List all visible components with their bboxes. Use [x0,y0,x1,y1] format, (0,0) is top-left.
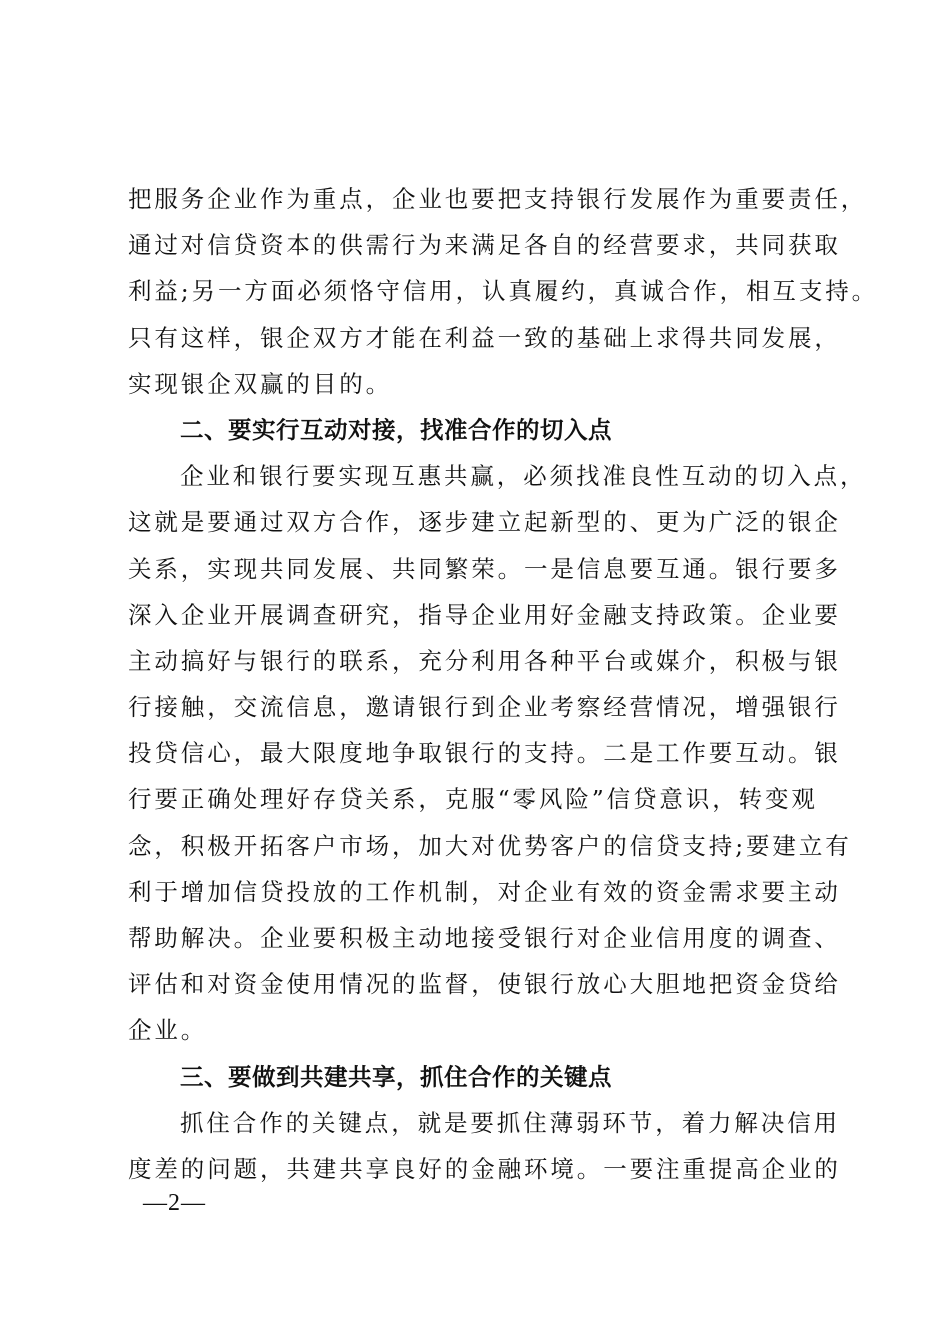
paragraph-3 [128,1100,888,1192]
text-line: 只有这样，银企双方才能在利益一致的基础上求得共同发展， [128,323,841,352]
page-number: —2— [143,1190,206,1216]
section-heading-2: 二、要实行互动对接，找准合作的切入点 [180,415,612,444]
document-body [128,176,888,1192]
text-line: 主动搞好与银行的联系，充分利用各种平台或媒介，积极与银 [128,646,841,675]
text-line: 企业。 [128,1016,208,1045]
text-line: 度差的问题，共建共享良好的金融环境。一要注重提高企业的 [128,1154,841,1183]
text-line: 关系，实现共同发展、共同繁荣。一是信息要互通。银行要多 [128,554,841,583]
text-line: 评估和对资金使用情况的监督，使银行放心大胆地把资金贷给 [128,970,841,999]
text-line: 抓住合作的关键点，就是要抓住薄弱环节，着力解决信用 [180,1108,840,1137]
text-line: 念，积极开拓客户市场，加大对优势客户的信贷支持;要建立有 [128,831,852,860]
paragraph-2 [128,453,888,1053]
section-heading-3: 三、要做到共建共享，抓住合作的关键点 [180,1062,612,1091]
text-line: 这就是要通过双方合作，逐步建立起新型的、更为广泛的银企 [128,508,841,537]
text-line: 帮助解决。企业要积极主动地接受银行对企业信用度的调查、 [128,924,841,952]
text-line: 行要正确处理好存贷关系，克服“零风险”信贷意识，转变观 [128,785,818,814]
text-line: 通过对信贷资本的供需行为来满足各自的经营要求，共同获取 [128,231,841,260]
text-line: 行接触，交流信息，邀请银行到企业考察经营情况，增强银行 [128,693,841,722]
text-line: 把服务企业作为重点，企业也要把支持银行发展作为重要责任， [128,185,868,213]
text-line: 利益;另一方面必须恪守信用，认真履约，真诚合作，相互支持。 [128,277,879,306]
text-line: 企业和银行要实现互惠共赢，必须找准良性互动的切入点， [180,462,867,491]
text-line: 利于增加信贷投放的工作机制，对企业有效的资金需求要主动 [128,877,841,906]
text-line: 实现银企双赢的目的。 [128,369,392,398]
paragraph-1 [128,176,888,407]
text-line: 投贷信心，最大限度地争取银行的支持。二是工作要互动。银 [128,739,841,768]
text-line: 深入企业开展调查研究，指导企业用好金融支持政策。企业要 [128,600,841,629]
